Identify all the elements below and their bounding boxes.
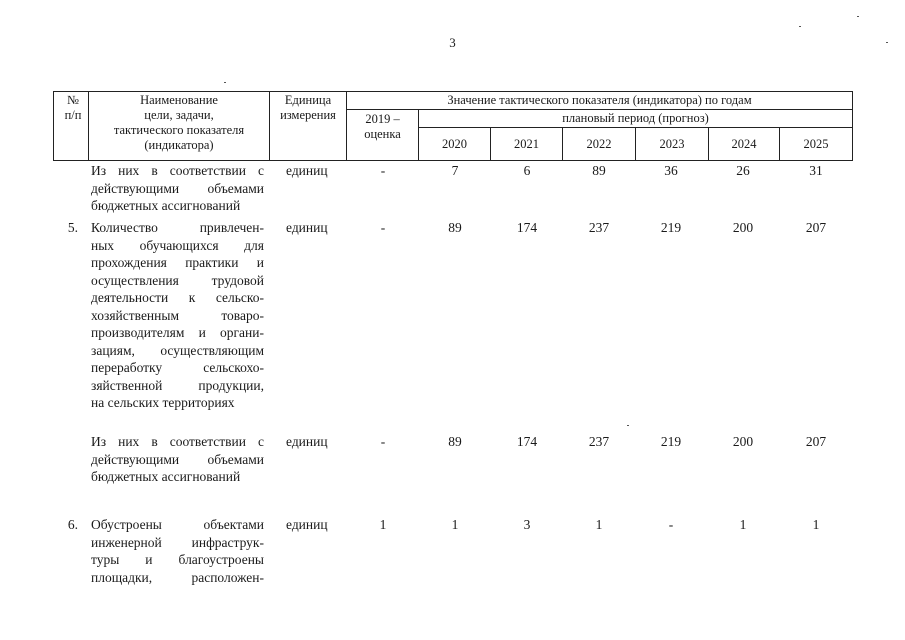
header-name-line: цели, задачи, bbox=[144, 108, 214, 122]
row-value-2024: 26 bbox=[736, 163, 750, 178]
row-name: Из них в соответствии с действующими объемами бюджетных ассигнований bbox=[91, 434, 264, 484]
row-value-2022: 89 bbox=[592, 163, 606, 178]
row-unit: единиц bbox=[286, 163, 328, 178]
row-value-2025: 1 bbox=[812, 517, 820, 532]
row-name: Количество привлечен- ных обучающихся для прохождения практики и осуществления трудовой деятельности к сельско- хозяйственным товаро- производителям и органи- зациям, осуществляющим переработку сельскохо- зяйственной продукции, на сельских территориях bbox=[91, 220, 264, 410]
row-name: Обустроены объектами инженерной инфраструк- туры и благоустроены площадки, расположен- bbox=[91, 517, 264, 585]
scan-speck bbox=[224, 82, 226, 83]
row-number: 6. bbox=[67, 517, 78, 532]
row-value-2021: 174 bbox=[516, 434, 538, 449]
header-name bbox=[89, 92, 270, 161]
row-unit: единиц bbox=[286, 434, 328, 449]
header-year-2023: 2023 bbox=[636, 128, 709, 161]
row-value-2024: 200 bbox=[732, 220, 754, 235]
header-year-2025: 2025 bbox=[780, 128, 853, 161]
row-value-2024: 200 bbox=[732, 434, 754, 449]
row-name: Из них в соответствии с действующими объемами бюджетных ассигнований bbox=[91, 163, 264, 213]
row-value-2024: 1 bbox=[739, 517, 747, 532]
header-unit-line: Единица bbox=[284, 93, 332, 107]
row-value-2021: 6 bbox=[523, 163, 531, 178]
row-value-2023: - bbox=[668, 517, 674, 532]
row-value-2023: 219 bbox=[660, 220, 682, 235]
header-value-group: Значение тактического показателя (индикатора) по годам bbox=[347, 92, 853, 110]
header-unit-line: измерения bbox=[280, 108, 336, 122]
page-number: 3 bbox=[449, 35, 456, 50]
header-year-2020: 2020 bbox=[419, 128, 491, 161]
table-header bbox=[53, 91, 853, 161]
row-value-2019: - bbox=[380, 434, 386, 449]
header-name-line: тактического показателя bbox=[113, 123, 245, 137]
header-year-2022: 2022 bbox=[563, 128, 636, 161]
row-value-2022: 237 bbox=[588, 220, 610, 235]
row-value-2021: 3 bbox=[523, 517, 531, 532]
row-value-2019: - bbox=[380, 220, 386, 235]
row-value-2020: 7 bbox=[451, 163, 459, 178]
header-plan-period: плановый период (прогноз) bbox=[419, 110, 853, 128]
header-unit bbox=[270, 92, 347, 161]
header-estimate-line: 2019 – bbox=[365, 112, 400, 126]
row-value-2022: 1 bbox=[595, 517, 603, 532]
scan-speck bbox=[857, 16, 859, 17]
row-value-2021: 174 bbox=[516, 220, 538, 235]
row-value-2025: 207 bbox=[805, 220, 827, 235]
header-estimate bbox=[347, 110, 419, 161]
row-value-2022: 237 bbox=[588, 434, 610, 449]
scan-speck bbox=[627, 425, 629, 426]
row-number: 5. bbox=[67, 220, 78, 235]
header-year-2024: 2024 bbox=[709, 128, 780, 161]
row-value-2023: 219 bbox=[660, 434, 682, 449]
row-unit: единиц bbox=[286, 220, 328, 235]
header-num: № п/п bbox=[54, 92, 89, 161]
row-value-2019: 1 bbox=[379, 517, 387, 532]
header-estimate-line: оценка bbox=[364, 127, 401, 141]
scan-speck bbox=[799, 26, 801, 27]
scan-speck bbox=[886, 42, 888, 43]
row-value-2020: 89 bbox=[448, 434, 462, 449]
row-value-2020: 1 bbox=[451, 517, 459, 532]
row-value-2023: 36 bbox=[664, 163, 678, 178]
row-value-2025: 207 bbox=[805, 434, 827, 449]
row-value-2019: - bbox=[380, 163, 386, 178]
row-unit: единиц bbox=[286, 517, 328, 532]
header-name-line: (индикатора) bbox=[144, 138, 214, 152]
row-value-2020: 89 bbox=[448, 220, 462, 235]
header-year-2021: 2021 bbox=[491, 128, 563, 161]
row-value-2025: 31 bbox=[809, 163, 823, 178]
header-name-line: Наименование bbox=[140, 93, 218, 107]
